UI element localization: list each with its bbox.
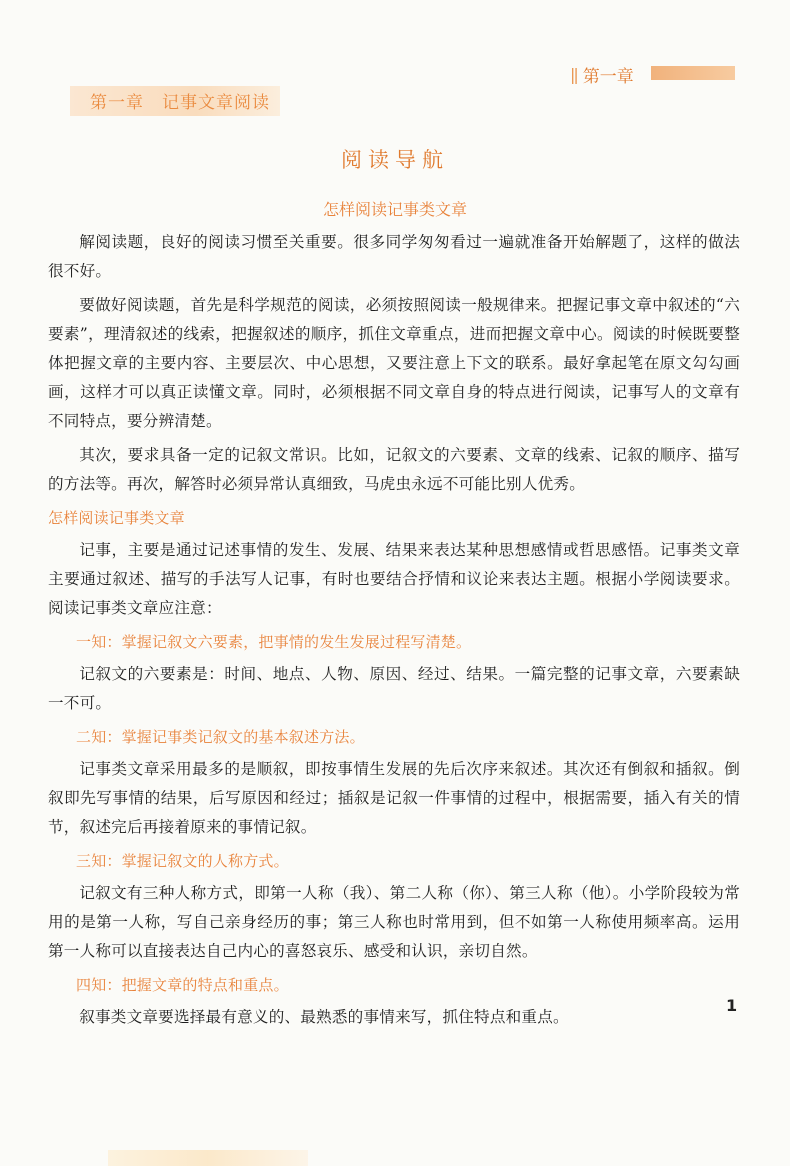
section-subtitle: 怎样阅读记事类文章 [322, 200, 467, 219]
paragraph: 记事，主要是通过记述事情的发生、发展、结果来表达某种思想感情或哲思感悟。记事类文章主要通过叙述、描写的手法写人记事，有时也要结合抒情和议论来表达主题。根据小学阅读要求。阅读记事类文章应注意： [48, 541, 740, 617]
paragraph: 记叙文的六要素是：时间、地点、人物、原因、经过、结果。一篇完整的记事文章，六要素缺一不可。 [48, 665, 740, 712]
bottom-decoration [108, 1150, 308, 1166]
paragraph: 要做好阅读题，首先是科学规范的阅读，必须按照阅读一般规律来。把握记事文章中叙述的“六要素”，理清叙述的线索，把握叙述的顺序，抓住文章重点，进而把握文章中心。阅读的时候既要整体把握文章的主要内容、主要层次、中心思想，又要注意上下文的联系。最好拿起笔在原文勾勾画画，这样才可以真正读懂文章。同时，必须根据不同文章自身的特点进行阅读，记事写人的文章有不同特点，要分辨清楚。 [48, 296, 740, 430]
paragraph: 解阅读题，良好的阅读习惯至关重要。很多同学匆匆看过一遍就准备开始解题了，这样的做法很不好。 [48, 233, 740, 280]
header-chapter-label: 第一章 [582, 67, 634, 87]
subsection-heading: 怎样阅读记事类文章 [48, 509, 185, 527]
key-point-heading: 二知：掌握记事类记叙文的基本叙述方法。 [76, 728, 365, 746]
paragraph: 叙事类文章要选择最有意义的、最熟悉的事情来写，抓住特点和重点。 [79, 1008, 569, 1026]
header-color-strip [651, 66, 735, 80]
paragraph: 记叙文有三种人称方式，即第一人称（我）、第二人称（你）、第三人称（他）。小学阶段较为常用的是第一人称，写自己亲身经历的事；第三人称也时常用到，但不如第一人称使用频率高。运用第一人称可以直接表达自己内心的喜怒哀乐、感受和认识，亲切自然。 [48, 884, 740, 960]
key-point-heading: 四知：把握文章的特点和重点。 [76, 976, 289, 994]
paragraph: 记事类文章采用最多的是顺叙，即按事情生发展的先后次序来叙述。其次还有倒叙和插叙。倒叙即先写事情的结果，后写原因和经过；插叙是记叙一件事情的过程中，根据需要，插入有关的情节，叙述完后再接着原来的事情记叙。 [48, 760, 740, 836]
paragraph: 其次，要求具备一定的记叙文常识。比如，记叙文的六要素、文章的线索、记叙的顺序、描写的方法等。再次，解答时必须异常认真细致，马虎虫永远不可能比别人优秀。 [48, 446, 740, 493]
body-text [48, 228, 740, 1037]
page-number: 1 [726, 996, 738, 1015]
header-marker: || [570, 65, 577, 84]
running-header [570, 62, 634, 87]
section-title: 阅读导航 [341, 148, 449, 172]
key-point-heading: 一知：掌握记叙文六要素，把事情的发生发展过程写清楚。 [76, 633, 472, 651]
key-point-heading: 三知：掌握记叙文的人称方式。 [76, 852, 289, 870]
chapter-title: 第一章 记事文章阅读 [90, 93, 270, 113]
